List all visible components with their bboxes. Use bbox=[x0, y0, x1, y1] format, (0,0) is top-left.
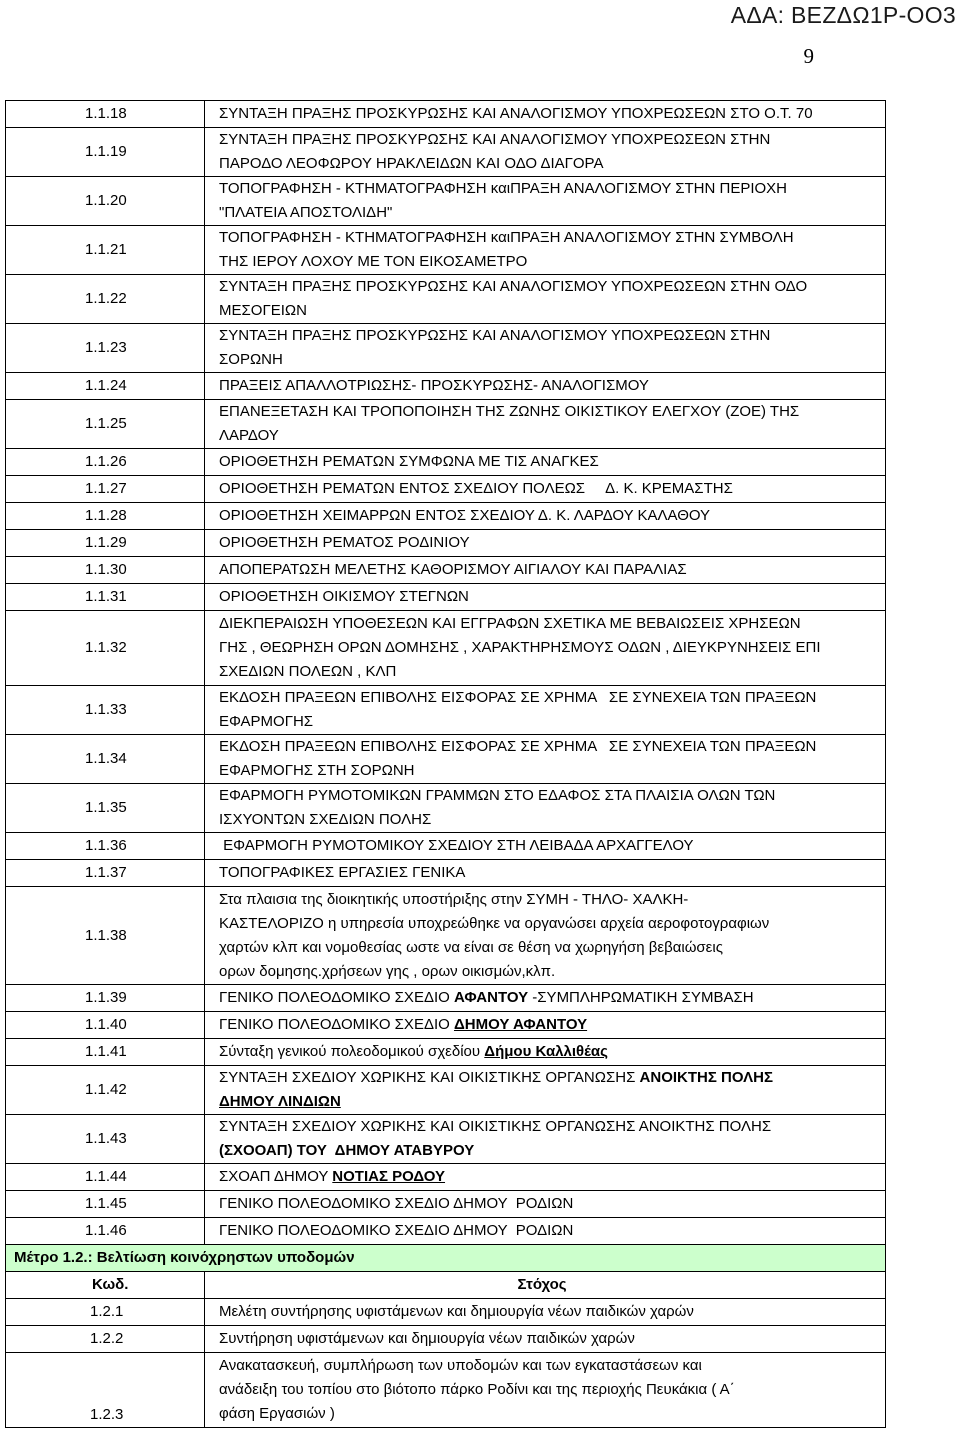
row-code: 1.1.29 bbox=[6, 530, 205, 557]
row-text: ΓΕΝΙΚΟ ΠΟΛΕΟΔΟΜΙΚΟ ΣΧΕΔΙΟ ΔΗΜΟΥ ΑΦΑΝΤΟΥ bbox=[205, 1012, 886, 1039]
row-text: Ανακατασκευή, συμπλήρωση των υποδομών και των εγκαταστάσεων και ανάδειξη του τοπίου στο βιότοπο πάρκο Ροδίνι και της περιοχής Πευκάκια ( Α΄ φάση Εργασιών ) bbox=[205, 1353, 886, 1428]
row-code: 1.1.20 bbox=[6, 177, 205, 226]
row-code: 1.1.35 bbox=[6, 784, 205, 833]
row-code: 1.2.3 bbox=[6, 1353, 205, 1428]
row-text: ΕΦΑΡΜΟΓΗ ΡΥΜΟΤΟΜΙΚΟΥ ΣΧΕΔΙΟΥ ΣΤΗ ΛΕΙΒΑΔΑ ΑΡΧΑΓΓΕΛΟΥ bbox=[205, 833, 886, 860]
table-row bbox=[6, 686, 886, 735]
row-text: ΓΕΝΙΚΟ ΠΟΛΕΟΔΟΜΙΚΟ ΣΧΕΔΙΟ ΔΗΜΟΥ ΡΟΔΙΩΝ bbox=[205, 1218, 886, 1245]
table-row bbox=[6, 275, 886, 324]
table-row bbox=[6, 476, 886, 503]
row-code: 1.1.41 bbox=[6, 1039, 205, 1066]
row-text: ΣΥΝΤΑΞΗ ΠΡΑΞΗΣ ΠΡΟΣΚΥΡΩΣΗΣ ΚΑΙ ΑΝΑΛΟΓΙΣΜΟΥ ΥΠΟΧΡΕΩΣΕΩΝ ΣΤΟ Ο.Τ. 70 bbox=[205, 101, 886, 128]
table-row bbox=[6, 985, 886, 1012]
row-code: 1.1.37 bbox=[6, 860, 205, 887]
column-header-row bbox=[6, 1272, 886, 1299]
row-text: ΟΡΙΟΘΕΤΗΣΗ ΡΕΜΑΤΟΣ ΡΟΔΙΝΙΟΥ bbox=[205, 530, 886, 557]
table-row bbox=[6, 101, 886, 128]
table-row bbox=[6, 611, 886, 686]
row-text: Μελέτη συντήρησης υφιστάμενων και δημιουργία νέων παιδικών χαρών bbox=[205, 1299, 886, 1326]
row-text: ΣΧΟΑΠ ΔΗΜΟΥ ΝΟΤΙΑΣ ΡΟΔΟΥ bbox=[205, 1164, 886, 1191]
measure-row bbox=[6, 1245, 886, 1272]
table-row bbox=[6, 373, 886, 400]
row-text: ΤΟΠΟΓΡΑΦΗΣΗ - ΚΤΗΜΑΤΟΓΡΑΦΗΣΗ καιΠΡΑΞΗ ΑΝΑΛΟΓΙΣΜΟΥ ΣΤΗΝ ΠΕΡΙΟΧΗ "ΠΛΑΤΕΙΑ ΑΠΟΣΤΟΛΙΔΗ" bbox=[205, 177, 886, 226]
row-code: 1.1.42 bbox=[6, 1066, 205, 1115]
column-header-code: Κωδ. bbox=[6, 1272, 205, 1299]
table-row bbox=[6, 503, 886, 530]
row-text: ΤΟΠΟΓΡΑΦΗΣΗ - ΚΤΗΜΑΤΟΓΡΑΦΗΣΗ καιΠΡΑΞΗ ΑΝΑΛΟΓΙΣΜΟΥ ΣΤΗΝ ΣΥΜΒΟΛΗ ΤΗΣ ΙΕΡΟΥ ΛΟΧΟΥ ΜΕ ΤΟΝ ΕΙΚΟΣΑΜΕΤΡΟ bbox=[205, 226, 886, 275]
table-row bbox=[6, 1218, 886, 1245]
table-row bbox=[6, 1012, 886, 1039]
row-code: 1.1.34 bbox=[6, 735, 205, 784]
row-code: 1.1.39 bbox=[6, 985, 205, 1012]
table-row bbox=[6, 735, 886, 784]
row-code: 1.1.33 bbox=[6, 686, 205, 735]
row-text: ΕΠΑΝΕΞΕΤΑΣΗ ΚΑΙ ΤΡΟΠΟΠΟΙΗΣΗ ΤΗΣ ΖΩΝΗΣ ΟΙΚΙΣΤΙΚΟΥ ΕΛΕΓΧΟΥ (ΖΟΕ) ΤΗΣ ΛΑΡΔΟΥ bbox=[205, 400, 886, 449]
row-code: 1.1.22 bbox=[6, 275, 205, 324]
row-code: 1.1.32 bbox=[6, 611, 205, 686]
row-text: ΑΠΟΠΕΡΑΤΩΣΗ ΜΕΛΕΤΗΣ ΚΑΘΟΡΙΣΜΟΥ ΑΙΓΙΑΛΟΥ ΚΑΙ ΠΑΡΑΛΙΑΣ bbox=[205, 557, 886, 584]
row-text: ΕΦΑΡΜΟΓΗ ΡΥΜΟΤΟΜΙΚΩΝ ΓΡΑΜΜΩΝ ΣΤΟ ΕΔΑΦΟΣ ΣΤΑ ΠΛΑΙΣΙΑ ΟΛΩΝ ΤΩΝ ΙΣΧΥΟΝΤΩΝ ΣΧΕΔΙΩΝ ΠΟΛΗΣ bbox=[205, 784, 886, 833]
table-row bbox=[6, 324, 886, 373]
table-row bbox=[6, 887, 886, 985]
table-row bbox=[6, 1299, 886, 1326]
row-code: 1.1.24 bbox=[6, 373, 205, 400]
row-code: 1.1.31 bbox=[6, 584, 205, 611]
row-code: 1.1.40 bbox=[6, 1012, 205, 1039]
table-row bbox=[6, 449, 886, 476]
row-code: 1.1.27 bbox=[6, 476, 205, 503]
row-text: ΕΚΔΟΣΗ ΠΡΑΞΕΩΝ ΕΠΙΒΟΛΗΣ ΕΙΣΦΟΡΑΣ ΣΕ ΧΡΗΜΑ ΣΕ ΣΥΝΕΧΕΙΑ ΤΩΝ ΠΡΑΞΕΩΝ ΕΦΑΡΜΟΓΗΣ ΣΤΗ ΣΟΡΩΝΗ bbox=[205, 735, 886, 784]
row-text: ΠΡΑΞΕΙΣ ΑΠΑΛΛΟΤΡΙΩΣΗΣ- ΠΡΟΣΚΥΡΩΣΗΣ- ΑΝΑΛΟΓΙΣΜΟΥ bbox=[205, 373, 886, 400]
row-code: 1.1.26 bbox=[6, 449, 205, 476]
row-code: 1.1.28 bbox=[6, 503, 205, 530]
row-text: ΤΟΠΟΓΡΑΦΙΚΕΣ ΕΡΓΑΣΙΕΣ ΓΕΝΙΚΑ bbox=[205, 860, 886, 887]
table-row bbox=[6, 584, 886, 611]
table-row bbox=[6, 128, 886, 177]
row-code: 1.1.19 bbox=[6, 128, 205, 177]
row-text: ΔΙΕΚΠΕΡΑΙΩΣΗ ΥΠΟΘΕΣΕΩΝ ΚΑΙ ΕΓΓΡΑΦΩΝ ΣΧΕΤΙΚΑ ΜΕ ΒΕΒΑΙΩΣΕΙΣ ΧΡΗΣΕΩΝ ΓΗΣ , ΘΕΩΡΗΣΗ ΟΡΩΝ ΔΟΜΗΣΗΣ , ΧΑΡΑΚΤΗΡΗΣΜΟΥΣ ΟΔΩΝ , ΔΙΕΥΚΡΥΝΗΣΕΙΣ ΕΠΙ ΣΧΕΔΙΩΝ ΠΟΛΕΩΝ , ΚΛΠ bbox=[205, 611, 886, 686]
row-code: 1.1.38 bbox=[6, 887, 205, 985]
table-row bbox=[6, 1164, 886, 1191]
row-text: Στα πλαισια της διοικητικής υποστήριξης στην ΣΥΜΗ - ΤΗΛΟ- ΧΑΛΚΗ- ΚΑΣΤΕΛΟΡΙΖΟ η υπηρεσία υποχρεώθηκε να οργανώσει αρχεία αεροφοτογραφιων χαρτών κλπ και νομοθεσίας ωστε να είναι σε θέση να χωρηγήση βεβαιώσεις ορων δομησης.χρήσεων γης , ορων οικισμών,κλπ. bbox=[205, 887, 886, 985]
row-text: Σύνταξη γενικού πολεοδομικού σχεδίου Δήμου Καλλιθέας bbox=[205, 1039, 886, 1066]
row-text: ΣΥΝΤΑΞΗ ΠΡΑΞΗΣ ΠΡΟΣΚΥΡΩΣΗΣ ΚΑΙ ΑΝΑΛΟΓΙΣΜΟΥ ΥΠΟΧΡΕΩΣΕΩΝ ΣΤΗΝ ΠΑΡΟΔΟ ΛΕΟΦΩΡΟΥ ΗΡΑΚΛΕΙΔΩΝ ΚΑΙ ΟΔΟ ΔΙΑΓΟΡΑ bbox=[205, 128, 886, 177]
measure-title: Μέτρο 1.2.: Βελτίωση κοινόχρηστων υποδομών bbox=[6, 1245, 886, 1272]
row-code: 1.1.30 bbox=[6, 557, 205, 584]
row-code: 1.1.44 bbox=[6, 1164, 205, 1191]
row-code: 1.2.1 bbox=[6, 1299, 205, 1326]
row-code: 1.1.25 bbox=[6, 400, 205, 449]
table-row bbox=[6, 1066, 886, 1115]
row-text: ΓΕΝΙΚΟ ΠΟΛΕΟΔΟΜΙΚΟ ΣΧΕΔΙΟ ΑΦΑΝΤΟΥ -ΣΥΜΠΛΗΡΩΜΑΤΙΚΗ ΣΥΜΒΑΣΗ bbox=[205, 985, 886, 1012]
table-row bbox=[6, 530, 886, 557]
table-row bbox=[6, 833, 886, 860]
table-row bbox=[6, 400, 886, 449]
row-text: ΟΡΙΟΘΕΤΗΣΗ ΟΙΚΙΣΜΟΥ ΣΤΕΓΝΩΝ bbox=[205, 584, 886, 611]
table-row bbox=[6, 557, 886, 584]
table-row bbox=[6, 1191, 886, 1218]
row-code: 1.1.45 bbox=[6, 1191, 205, 1218]
table-row bbox=[6, 1353, 886, 1428]
row-text: ΣΥΝΤΑΞΗ ΠΡΑΞΗΣ ΠΡΟΣΚΥΡΩΣΗΣ ΚΑΙ ΑΝΑΛΟΓΙΣΜΟΥ ΥΠΟΧΡΕΩΣΕΩΝ ΣΤΗΝ ΟΔΟ ΜΕΣΟΓΕΙΩΝ bbox=[205, 275, 886, 324]
row-text: ΣΥΝΤΑΞΗ ΣΧΕΔΙΟΥ ΧΩΡΙΚΗΣ ΚΑΙ ΟΙΚΙΣΤΙΚΗΣ ΟΡΓΑΝΩΣΗΣ ΑΝΟΙΚΤΗΣ ΠΟΛΗΣ (ΣΧΟΟΑΠ) ΤΟΥ ΔΗΜΟΥ ΑΤΑΒΥΡΟΥ bbox=[205, 1115, 886, 1164]
table-row bbox=[6, 1326, 886, 1353]
row-text: ΣΥΝΤΑΞΗ ΣΧΕΔΙΟΥ ΧΩΡΙΚΗΣ ΚΑΙ ΟΙΚΙΣΤΙΚΗΣ ΟΡΓΑΝΩΣΗΣ ΑΝΟΙΚΤΗΣ ΠΟΛΗΣ ΔΗΜΟΥ ΛΙΝΔΙΩΝ bbox=[205, 1066, 886, 1115]
row-text: ΓΕΝΙΚΟ ΠΟΛΕΟΔΟΜΙΚΟ ΣΧΕΔΙΟ ΔΗΜΟΥ ΡΟΔΙΩΝ bbox=[205, 1191, 886, 1218]
table-row bbox=[6, 226, 886, 275]
row-text: ΟΡΙΟΘΕΤΗΣΗ ΡΕΜΑΤΩΝ ΣΥΜΦΩΝΑ ΜΕ ΤΙΣ ΑΝΑΓΚΕΣ bbox=[205, 449, 886, 476]
row-text: ΕΚΔΟΣΗ ΠΡΑΞΕΩΝ ΕΠΙΒΟΛΗΣ ΕΙΣΦΟΡΑΣ ΣΕ ΧΡΗΜΑ ΣΕ ΣΥΝΕΧΕΙΑ ΤΩΝ ΠΡΑΞΕΩΝ ΕΦΑΡΜΟΓΗΣ bbox=[205, 686, 886, 735]
row-code: 1.1.43 bbox=[6, 1115, 205, 1164]
column-header-goal: Στόχος bbox=[205, 1272, 886, 1299]
row-code: 1.1.46 bbox=[6, 1218, 205, 1245]
row-code: 1.2.2 bbox=[6, 1326, 205, 1353]
table-row bbox=[6, 784, 886, 833]
actions-table bbox=[5, 100, 886, 1428]
row-code: 1.1.18 bbox=[6, 101, 205, 128]
ada-code: ΑΔΑ: ΒΕΖΔΩ1Ρ-ΟΟ3 bbox=[730, 2, 956, 28]
row-text: ΟΡΙΟΘΕΤΗΣΗ ΧΕΙΜΑΡΡΩΝ ΕΝΤΟΣ ΣΧΕΔΙΟΥ Δ. Κ. ΛΑΡΔΟΥ ΚΑΛΑΘΟΥ bbox=[205, 503, 886, 530]
table-row bbox=[6, 1039, 886, 1066]
row-text: ΣΥΝΤΑΞΗ ΠΡΑΞΗΣ ΠΡΟΣΚΥΡΩΣΗΣ ΚΑΙ ΑΝΑΛΟΓΙΣΜΟΥ ΥΠΟΧΡΕΩΣΕΩΝ ΣΤΗΝ ΣΟΡΩΝΗ bbox=[205, 324, 886, 373]
row-code: 1.1.21 bbox=[6, 226, 205, 275]
row-code: 1.1.23 bbox=[6, 324, 205, 373]
table-row bbox=[6, 177, 886, 226]
table-row bbox=[6, 1115, 886, 1164]
row-text: ΟΡΙΟΘΕΤΗΣΗ ΡΕΜΑΤΩΝ ΕΝΤΟΣ ΣΧΕΔΙΟΥ ΠΟΛΕΩΣ Δ. Κ. ΚΡΕΜΑΣΤΗΣ bbox=[205, 476, 886, 503]
row-code: 1.1.36 bbox=[6, 833, 205, 860]
page-number: 9 bbox=[803, 44, 814, 68]
table-row bbox=[6, 860, 886, 887]
row-text: Συντήρηση υφιστάμενων και δημιουργία νέων παιδικών χαρών bbox=[205, 1326, 886, 1353]
